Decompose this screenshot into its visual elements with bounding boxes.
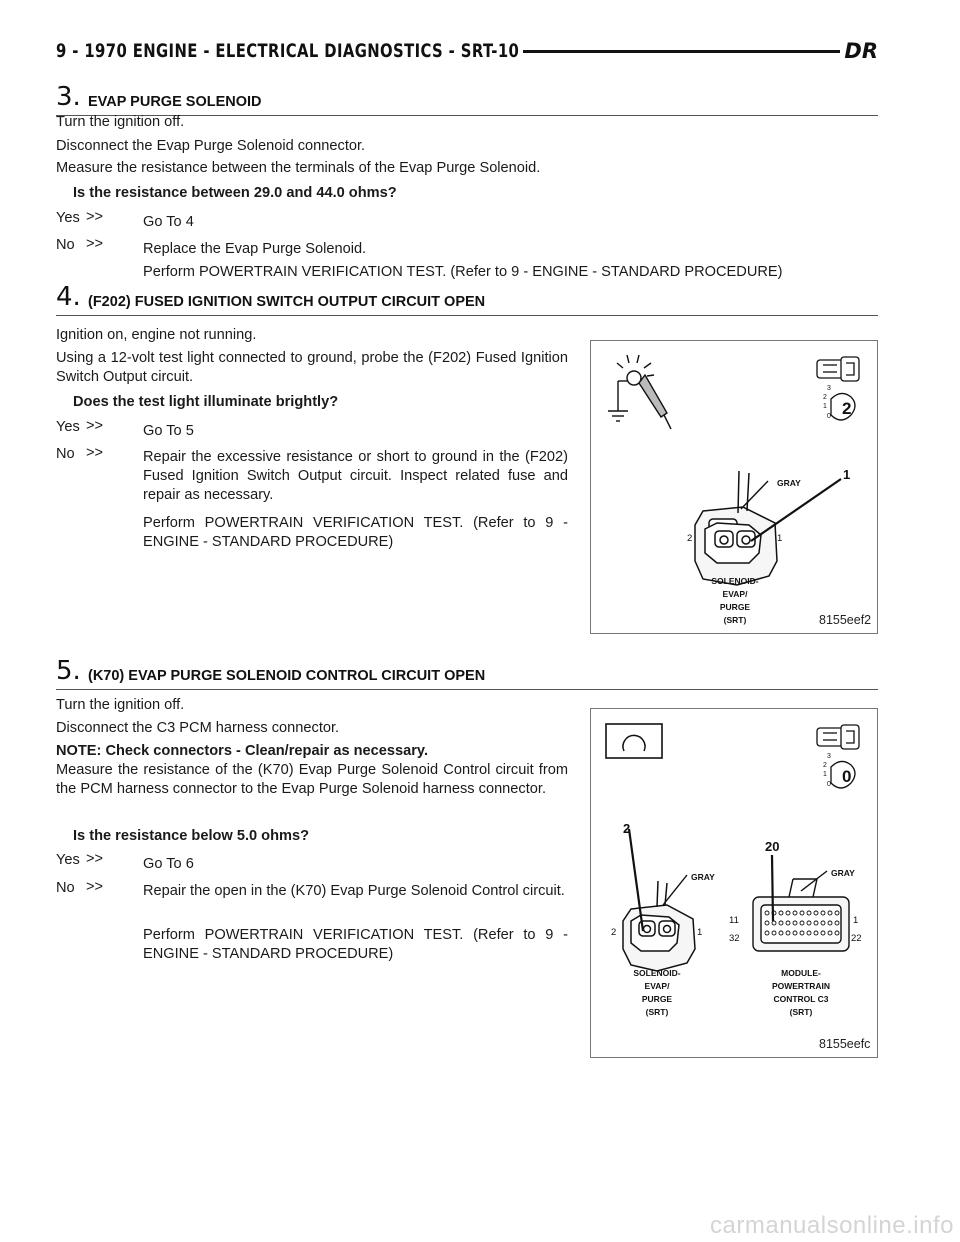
component-label: MODULE- POWERTRAIN CONTROL C3 (SRT) <box>771 968 831 1017</box>
pin-number: 2 <box>687 533 693 544</box>
dial-mark: 0 <box>827 781 831 788</box>
answer-no-text: Perform POWERTRAIN VERIFICATION TEST. (Refer to 9 - ENGINE - STANDARD PROCEDURE) <box>143 264 783 280</box>
answer-no-key: No <box>56 237 75 253</box>
answer-yes-text: Go To 4 <box>143 214 194 230</box>
section-3 <box>56 82 878 280</box>
instruction-line: Turn the ignition off. <box>56 697 185 713</box>
wiring-diagram-f202 <box>590 340 878 634</box>
instruction-line: Measure the resistance between the terminals of the Evap Purge Solenoid. <box>56 160 541 176</box>
instruction-line: Measure the resistance of the (K70) Evap Purge Solenoid Control circuit from the PCM harness connector to the Evap Purge Solenoid harness connector. <box>56 762 568 797</box>
question: Is the resistance below 5.0 ohms? <box>73 828 310 844</box>
answer-yes-key: Yes <box>56 419 80 435</box>
dial-value: 2 <box>842 399 852 418</box>
step-number: 4. <box>56 282 81 312</box>
answer-no-text: Perform POWERTRAIN VERIFICATION TEST. (Refer to 9 - ENGINE - STANDARD PROCEDURE) <box>143 927 568 962</box>
answer-yes-text: Go To 5 <box>143 423 194 439</box>
pin-number: 11 <box>729 915 739 926</box>
wiring-diagram-k70 <box>590 708 878 1058</box>
instruction-line: Ignition on, engine not running. <box>56 327 257 343</box>
instruction-line: Turn the ignition off. <box>56 114 185 130</box>
instruction-line: Disconnect the Evap Purge Solenoid connector. <box>56 138 366 154</box>
dial-mark: 3 <box>827 753 831 760</box>
dial-mark: 2 <box>823 762 827 769</box>
answer-arrow: >> <box>86 445 104 461</box>
pin-number: 32 <box>729 933 740 944</box>
note-line: NOTE: Check connectors - Clean/repair as necessary. <box>56 743 429 759</box>
answer-no-text: Replace the Evap Purge Solenoid. <box>143 241 367 257</box>
step-number: 3. <box>56 82 81 112</box>
dial-mark: 1 <box>823 771 827 778</box>
component-label: SOLENOID- EVAP/ PURGE (SRT) <box>633 968 681 1017</box>
pin-number: 1 <box>853 915 859 926</box>
pin-number: 2 <box>611 927 617 938</box>
pin-number: 1 <box>777 533 783 544</box>
step-title: (F202) FUSED IGNITION SWITCH OUTPUT CIRCUIT OPEN <box>88 294 486 310</box>
instruction-line: Using a 12-volt test light connected to ground, probe the (F202) Fused Ignition Switch Output circuit. <box>56 350 568 385</box>
answer-arrow: >> <box>86 236 104 252</box>
dial-mark: 2 <box>823 394 827 401</box>
answer-arrow: >> <box>86 851 104 867</box>
component-label: SOLENOID- EVAP/ PURGE (SRT) <box>711 576 759 625</box>
dial-mark: 0 <box>827 413 831 420</box>
callout-number: 1 <box>843 467 851 482</box>
section-title <box>56 282 878 316</box>
section-title <box>56 82 878 116</box>
step-title: (K70) EVAP PURGE SOLENOID CONTROL CIRCUIT OPEN <box>88 668 486 684</box>
step-number: 5. <box>56 656 81 686</box>
page-header <box>56 40 878 68</box>
watermark-text: carmanualsonline.info <box>710 1212 954 1239</box>
answer-yes-text: Go To 6 <box>143 856 194 872</box>
answer-arrow: >> <box>86 418 104 434</box>
figure-code: 8155eef2 <box>819 613 872 627</box>
figure-code: 8155eefc <box>819 1037 871 1051</box>
instruction-line: Disconnect the C3 PCM harness connector. <box>56 720 340 736</box>
header-title: 9 - 1970 ENGINE - ELECTRICAL DIAGNOSTICS - SRT-10 <box>56 40 520 62</box>
callout-number: 2 <box>623 821 631 836</box>
header-logo: DR <box>844 39 878 63</box>
header-rule <box>523 50 840 53</box>
dial-value: 0 <box>842 767 852 786</box>
answer-yes-key: Yes <box>56 210 80 226</box>
wire-color-label: GRAY <box>777 478 801 488</box>
answer-no-key: No <box>56 446 75 462</box>
question: Is the resistance between 29.0 and 44.0 ohms? <box>73 185 397 201</box>
wire-color-label: GRAY <box>831 868 855 878</box>
wire-color-label: GRAY <box>691 872 715 882</box>
answer-no-text: Repair the open in the (K70) Evap Purge Solenoid Control circuit. <box>143 883 565 899</box>
pin-number: 22 <box>851 933 862 944</box>
answer-arrow: >> <box>86 879 104 895</box>
question: Does the test light illuminate brightly? <box>73 394 339 410</box>
answer-no-key: No <box>56 880 75 896</box>
pin-number: 1 <box>697 927 703 938</box>
answer-yes-key: Yes <box>56 852 80 868</box>
answer-no-text: Repair the excessive resistance or short to ground in the (F202) Fused Ignition Switch Output circuit. Inspect related fuse and repair as necessary. <box>143 449 568 503</box>
callout-number: 20 <box>765 839 780 854</box>
answer-arrow: >> <box>86 209 104 225</box>
dial-mark: 1 <box>823 403 827 410</box>
answer-no-text: Perform POWERTRAIN VERIFICATION TEST. (Refer to 9 - ENGINE - STANDARD PROCEDURE) <box>143 515 568 550</box>
section-title <box>56 656 878 690</box>
dial-mark: 3 <box>827 385 831 392</box>
step-title: EVAP PURGE SOLENOID <box>88 94 262 110</box>
